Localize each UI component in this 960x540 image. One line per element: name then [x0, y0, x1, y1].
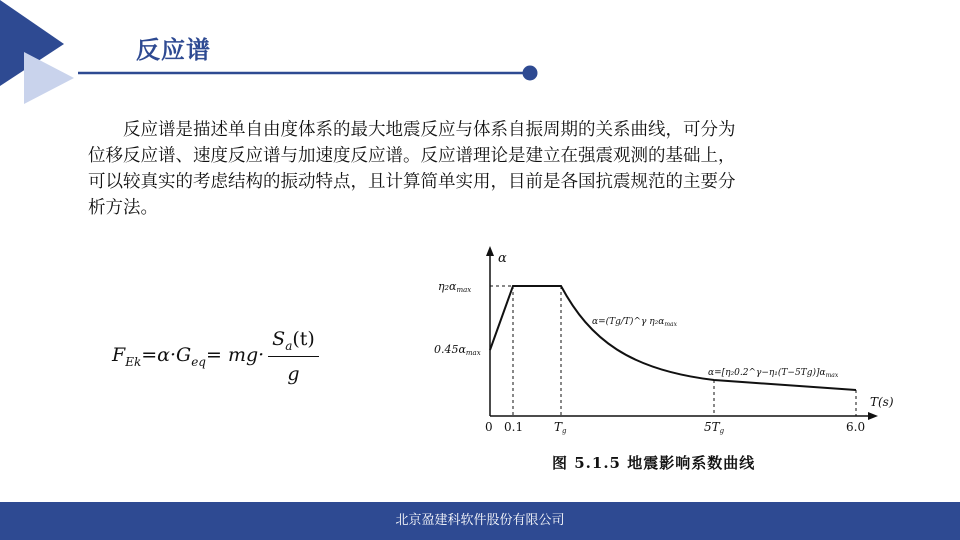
- y-axis-label: α: [498, 251, 507, 266]
- x-tick-5tg: 5Tg: [704, 420, 725, 435]
- x-tick-6: 6.0: [846, 420, 866, 434]
- formula-eq1: =α·G: [141, 344, 192, 366]
- x-tick-0.1: 0.1: [504, 420, 524, 434]
- x-tick-tg: Tg: [554, 420, 567, 435]
- figure-caption: 图 5.1.5 地震影响系数曲线: [552, 454, 756, 472]
- x-axis-label: T(s): [870, 395, 894, 409]
- footer-company: 北京盈建科软件股份有限公司: [395, 513, 565, 528]
- formula-lhs: F: [112, 344, 126, 366]
- formula-lhs-sub: Ek: [125, 354, 142, 369]
- y-tick-low: 0.45αmax: [434, 343, 481, 357]
- footer-bar: [0, 502, 960, 540]
- curve-label-1: α=(Tg/T)^γ $\eta_2\alpha_{max}$: [592, 317, 677, 328]
- formula-denominator: g: [287, 362, 300, 385]
- formula: [112, 328, 319, 385]
- decor-triangle-light: [24, 52, 74, 104]
- body-paragraph: 反应谱是描述单自由度体系的最大地震反应与体系自振周期的关系曲线，可分为位移反应谱、速度反应谱与加速度反应谱。反应谱理论是建立在强震观测的基础上，可以较真实的考虑结构的振动特点，且计算简单实用，目前是各国抗震规范的主要分析方法。: [88, 120, 736, 218]
- formula-numerator: $S_a(t)$: [268, 328, 319, 357]
- curve-label-2: $\alpha=[\eta_20.2\^{}\gamma-\eta_1(T-5Tg)]\alpha_{max}$: [708, 368, 839, 379]
- underline-dot: [523, 66, 538, 81]
- page-title: 反应谱: [136, 36, 211, 64]
- spectrum-figure: [430, 240, 910, 440]
- y-axis-arrow: [486, 246, 494, 256]
- y-tick-top: η₂αmax: [438, 280, 472, 294]
- x-axis-arrow: [868, 412, 878, 420]
- corner-decoration: [0, 0, 90, 110]
- formula-eq2: = mg·: [205, 344, 265, 366]
- formula-g-sub: eq: [191, 354, 206, 369]
- x-tick-0: 0: [485, 420, 493, 434]
- title-underline: [70, 64, 550, 84]
